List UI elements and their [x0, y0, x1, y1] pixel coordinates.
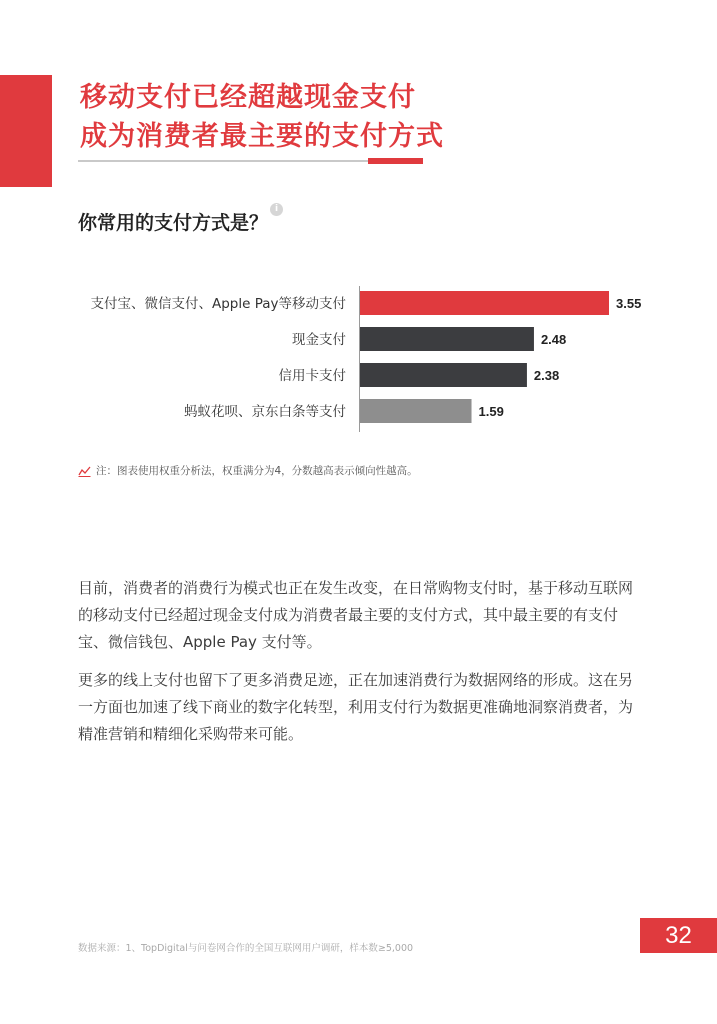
info-icon: i	[270, 203, 283, 216]
chart-value-label: 1.59	[478, 404, 504, 419]
body-paragraph: 目前，消费者的消费行为模式也正在发生改变，在日常购物支付时，基于移动互联网的移动支付已经超过现金支付成为消费者最主要的支付方式，其中最主要的有支付宝、微信钱包、Apple Pay 支付等。	[78, 579, 634, 651]
chart-category-label: 蚂蚁花呗、京东白条等支付	[184, 404, 346, 420]
chart-category-label: 信用卡支付	[278, 368, 346, 384]
chart-note	[78, 463, 418, 478]
data-source: 数据来源：1、TopDigital与问卷网合作的全国互联网用户调研，样本数≥5,000	[78, 943, 414, 954]
title-line-2: 成为消费者最主要的支付方式	[80, 121, 444, 152]
chart-category-label: 现金支付	[292, 332, 346, 348]
chart-note-icon	[78, 465, 91, 477]
page-number: 32	[640, 918, 717, 953]
chart-bar	[360, 399, 472, 423]
decorative-red-block	[0, 75, 52, 187]
chart-note-text: 注：图表使用权重分析法，权重满分为4，分数越高表示倾向性越高。	[96, 465, 418, 477]
chart-category-label: 支付宝、微信支付、Apple Pay等移动支付	[90, 296, 346, 312]
title-divider	[78, 160, 368, 162]
chart-value-label: 3.55	[616, 296, 642, 311]
title-line-1: 移动支付已经超越现金支付	[80, 82, 416, 113]
chart-bar	[360, 291, 609, 315]
title-divider-accent	[368, 158, 423, 164]
chart-value-label: 2.48	[540, 332, 567, 347]
page-title	[80, 78, 444, 156]
chart-question: 你常用的支付方式是？	[78, 212, 269, 234]
body-paragraph: 更多的线上支付也留下了更多消费足迹，正在加速消费行为数据网络的形成。这在另一方面也加速了线下商业的数字化转型，利用支付行为数据更准确地洞察消费者，为精准营销和精细化采购带来可能。	[78, 671, 634, 743]
chart-bar	[360, 363, 527, 387]
bar-chart	[0, 280, 717, 440]
chart-bar	[360, 327, 534, 351]
chart-value-label: 2.38	[533, 368, 560, 383]
